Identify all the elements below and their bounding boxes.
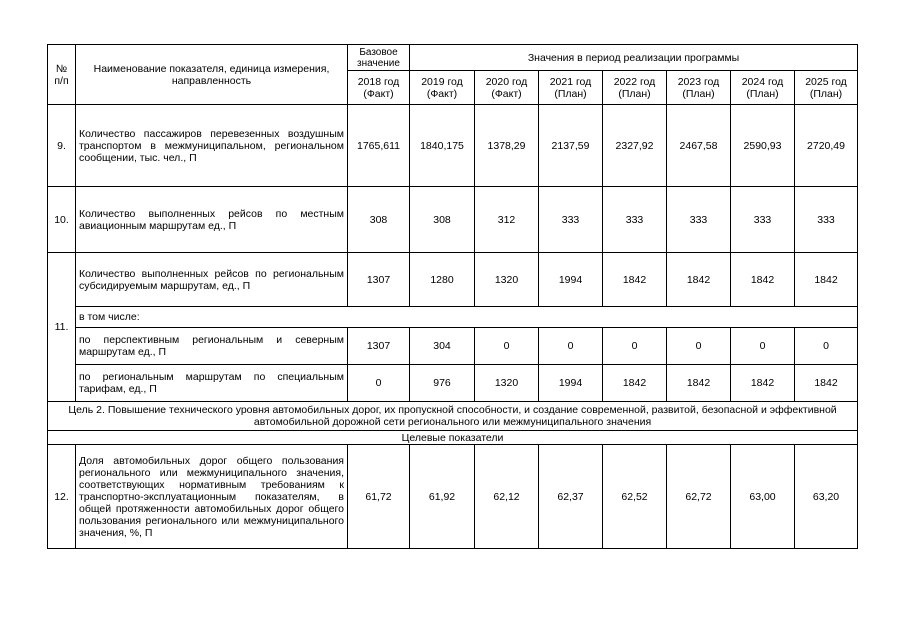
section-target-indicators: Целевые показатели [48, 431, 858, 445]
row-0-value-1: 1840,175 [410, 105, 475, 187]
row-2-value-0: 1307 [348, 253, 410, 307]
row-1-value-2: 312 [475, 187, 539, 253]
row-4-value-2: 0 [475, 328, 539, 365]
row-11-name: Количество выполненных рейсов по региональным субсидируемым маршрутам, ед., П [76, 253, 348, 307]
row-12-value-3: 62,37 [539, 445, 603, 549]
row-12-value-6: 63,00 [731, 445, 795, 549]
row-12-value-4: 62,52 [603, 445, 667, 549]
row-2-value-3: 1994 [539, 253, 603, 307]
row-0-value-3: 2137,59 [539, 105, 603, 187]
row-11-num: 11. [48, 253, 76, 402]
header-year-0: 2018 год (Факт) [348, 71, 410, 105]
header-year-7: 2025 год (План) [795, 71, 858, 105]
row-1-value-6: 333 [731, 187, 795, 253]
row-1-value-0: 308 [348, 187, 410, 253]
header-year-4: 2022 год (План) [603, 71, 667, 105]
row-5-value-3: 1994 [539, 365, 603, 402]
row-1-value-3: 333 [539, 187, 603, 253]
header-num: № п/п [48, 45, 76, 105]
row-2-value-2: 1320 [475, 253, 539, 307]
row-5-value-6: 1842 [731, 365, 795, 402]
row-12-value-7: 63,20 [795, 445, 858, 549]
row-10-num: 10. [48, 187, 76, 253]
row-2-value-7: 1842 [795, 253, 858, 307]
row-12-value-0: 61,72 [348, 445, 410, 549]
row-12-name: Доля автомобильных дорог общего пользования регионального или межмуниципального значения, соответствующих нормативным требованиям к транспортно-эксплуатационным показателям, в общей протяженности автомобильных дорог общего пользования регионального или межмуниципального значения, %, П [76, 445, 348, 549]
row-4-value-3: 0 [539, 328, 603, 365]
row-4-value-7: 0 [795, 328, 858, 365]
row-0-value-4: 2327,92 [603, 105, 667, 187]
row-12-value-2: 62,12 [475, 445, 539, 549]
row-2-value-4: 1842 [603, 253, 667, 307]
row-4-value-0: 1307 [348, 328, 410, 365]
header-base: Базовое значение [348, 45, 410, 71]
row-1-value-4: 333 [603, 187, 667, 253]
row-11a-name: по перспективным региональным и северным маршрутам ед., П [76, 328, 348, 365]
row-5-value-0: 0 [348, 365, 410, 402]
row-5-value-1: 976 [410, 365, 475, 402]
header-year-6: 2024 год (План) [731, 71, 795, 105]
row-9-num: 9. [48, 105, 76, 187]
header-period: Значения в период реализации программы [410, 45, 858, 71]
row-0-value-7: 2720,49 [795, 105, 858, 187]
row-9-name: Количество пассажиров перевезенных воздушным транспортом в межмуниципальном, региональном сообщении, тыс. чел., П [76, 105, 348, 187]
row-0-value-0: 1765,611 [348, 105, 410, 187]
row-4-value-4: 0 [603, 328, 667, 365]
row-12-value-5: 62,72 [667, 445, 731, 549]
row-0-value-6: 2590,93 [731, 105, 795, 187]
row-2-value-5: 1842 [667, 253, 731, 307]
header-year-3: 2021 год (План) [539, 71, 603, 105]
row-5-value-5: 1842 [667, 365, 731, 402]
row-5-value-2: 1320 [475, 365, 539, 402]
row-5-value-4: 1842 [603, 365, 667, 402]
row-1-value-5: 333 [667, 187, 731, 253]
row-1-value-7: 333 [795, 187, 858, 253]
row-2-value-6: 1842 [731, 253, 795, 307]
goal-2-heading: Цель 2. Повышение технического уровня автомобильных дорог, их пропускной способности, и создание современной, развитой, безопасной и эффективной автомобильной дорожной сети регионального или межмуниципального значения [48, 402, 858, 431]
row-11-subheader: в том числе: [76, 307, 858, 328]
row-4-value-5: 0 [667, 328, 731, 365]
header-year-5: 2023 год (План) [667, 71, 731, 105]
row-2-value-1: 1280 [410, 253, 475, 307]
row-12-value-1: 61,92 [410, 445, 475, 549]
header-year-2: 2020 год (Факт) [475, 71, 539, 105]
row-12-num: 12. [48, 445, 76, 549]
row-10-name: Количество выполненных рейсов по местным авиационным маршрутам ед., П [76, 187, 348, 253]
row-0-value-5: 2467,58 [667, 105, 731, 187]
header-name: Наименование показателя, единица измерения, направленность [76, 45, 348, 105]
header-year-1: 2019 год (Факт) [410, 71, 475, 105]
row-5-value-7: 1842 [795, 365, 858, 402]
row-1-value-1: 308 [410, 187, 475, 253]
row-0-value-2: 1378,29 [475, 105, 539, 187]
row-4-value-1: 304 [410, 328, 475, 365]
indicators-table [47, 44, 858, 549]
row-4-value-6: 0 [731, 328, 795, 365]
row-11b-name: по региональным маршрутам по специальным тарифам, ед., П [76, 365, 348, 402]
